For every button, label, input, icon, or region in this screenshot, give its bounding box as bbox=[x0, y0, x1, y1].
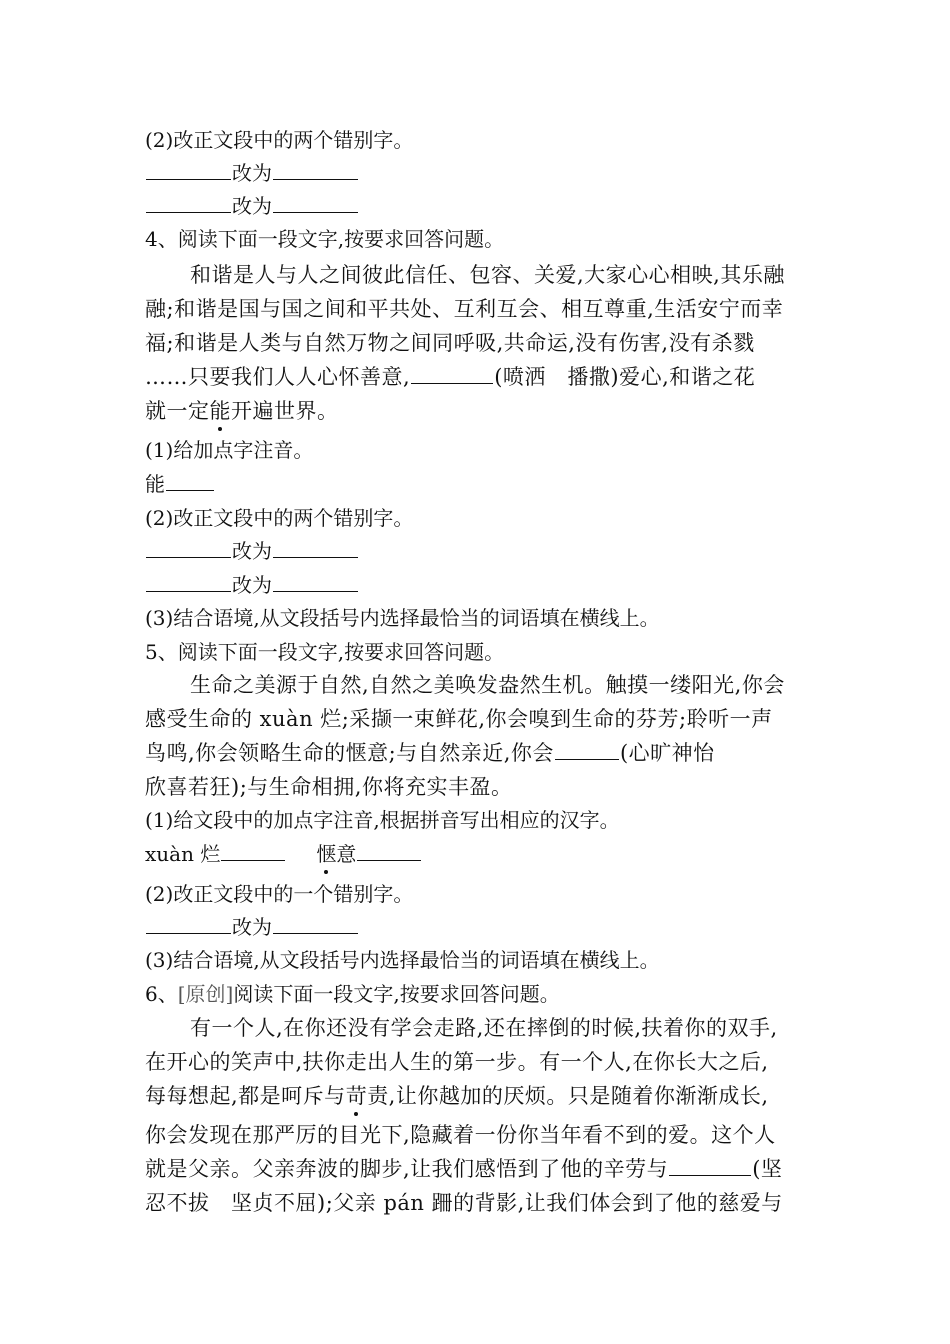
q3-fix-row-2: 改为 bbox=[145, 194, 359, 218]
q6-passage-line: 每每想起,都是呵斥与苛责,让你越加的厌烦。只是随着你渐渐成长, bbox=[145, 1084, 769, 1108]
q4-passage-line: ……只要我们人人心怀善意, (喷洒 播撒)爱心,和谐之花 bbox=[145, 365, 756, 389]
q4-title: 4、阅读下面一段文字,按要求回答问题。 bbox=[145, 227, 505, 251]
q4-fix-row-1: 改为 bbox=[145, 539, 359, 563]
q5-sub3: (3)结合语境,从文段括号内选择最恰当的词语填在横线上。 bbox=[145, 948, 660, 972]
q6-passage-line: 有一个人,在你还没有学会走路,还在摔倒的时候,扶着你的双手, bbox=[190, 1016, 778, 1040]
q5-sub1: (1)给文段中的加点字注音,根据拼音写出相应的汉字。 bbox=[145, 808, 620, 832]
q6-title: 6、[原创]阅读下面一段文字,按要求回答问题。 bbox=[145, 982, 560, 1006]
answer-blank[interactable] bbox=[146, 915, 231, 934]
q5-sub1-answer: xuàn 烂 惬意 bbox=[145, 842, 422, 866]
q4-passage-line: 就一定能开遍世界。 bbox=[145, 399, 339, 423]
dotted-char: 苛 bbox=[345, 1084, 368, 1108]
q5-title: 5、阅读下面一段文字,按要求回答问题。 bbox=[145, 640, 505, 664]
q3-sub2: (2)改正文段中的两个错别字。 bbox=[145, 128, 414, 152]
q4-sub1-answer: 能 bbox=[145, 472, 215, 496]
q5-passage-line: 鸟鸣,你会领略生命的惬意;与自然亲近,你会 (心旷神怡 bbox=[145, 741, 715, 765]
answer-blank[interactable] bbox=[411, 365, 493, 384]
answer-blank[interactable] bbox=[357, 842, 421, 861]
q5-sub2: (2)改正文段中的一个错别字。 bbox=[145, 882, 414, 906]
q5-passage-line: 生命之美源于自然,自然之美唤发盎然生机。触摸一缕阳光,你会 bbox=[190, 673, 785, 697]
answer-blank[interactable] bbox=[273, 915, 358, 934]
answer-blank[interactable] bbox=[146, 194, 231, 213]
q6-passage-line: 在开心的笑声中,扶你走出人生的第一步。有一个人,在你长大之后, bbox=[145, 1050, 769, 1074]
q4-passage-line: 福;和谐是人类与自然万物之间同呼吸,共命运,没有伤害,没有杀戮 bbox=[145, 331, 755, 355]
q4-sub3: (3)结合语境,从文段括号内选择最恰当的词语填在横线上。 bbox=[145, 606, 660, 630]
answer-blank[interactable] bbox=[273, 161, 358, 180]
q4-fix-row-2: 改为 bbox=[145, 573, 359, 597]
q3-fix-row-1: 改为 bbox=[145, 161, 359, 185]
answer-blank[interactable] bbox=[166, 472, 214, 491]
answer-blank[interactable] bbox=[273, 194, 358, 213]
dotted-char: 能 bbox=[209, 399, 231, 423]
q4-sub2: (2)改正文段中的两个错别字。 bbox=[145, 506, 414, 530]
answer-blank[interactable] bbox=[146, 161, 231, 180]
original-tag: [原创] bbox=[177, 982, 234, 1006]
q5-fix-row-1: 改为 bbox=[145, 915, 359, 939]
answer-blank[interactable] bbox=[146, 539, 231, 558]
q4-passage-line: 和谐是人与人之间彼此信任、包容、关爱,大家心心相映,其乐融 bbox=[190, 263, 785, 287]
q5-passage-line: 感受生命的 xuàn 烂;采撷一束鲜花,你会嗅到生命的芬芳;聆听一声 bbox=[145, 707, 773, 731]
answer-blank[interactable] bbox=[273, 539, 358, 558]
answer-blank[interactable] bbox=[221, 842, 285, 861]
answer-blank[interactable] bbox=[273, 573, 358, 592]
q6-passage-line: 你会发现在那严厉的目光下,隐藏着一份你当年看不到的爱。这个人 bbox=[145, 1123, 776, 1147]
q5-passage-line: 欣喜若狂);与生命相拥,你将充实丰盈。 bbox=[145, 775, 513, 799]
dotted-char: 惬 bbox=[316, 842, 337, 866]
q6-passage-line: 就是父亲。父亲奔波的脚步,让我们感悟到了他的辛劳与 (坚 bbox=[145, 1157, 783, 1181]
q4-sub1: (1)给加点字注音。 bbox=[145, 438, 314, 462]
q6-passage-line: 忍不拔 坚贞不屈);父亲 pán 跚的背影,让我们体会到了他的慈爱与 bbox=[145, 1191, 783, 1215]
answer-blank[interactable] bbox=[146, 573, 231, 592]
q4-passage-line: 融;和谐是国与国之间和平共处、互利互会、相互尊重,生活安宁而幸 bbox=[145, 297, 784, 321]
answer-blank[interactable] bbox=[555, 741, 619, 760]
answer-blank[interactable] bbox=[669, 1157, 751, 1176]
